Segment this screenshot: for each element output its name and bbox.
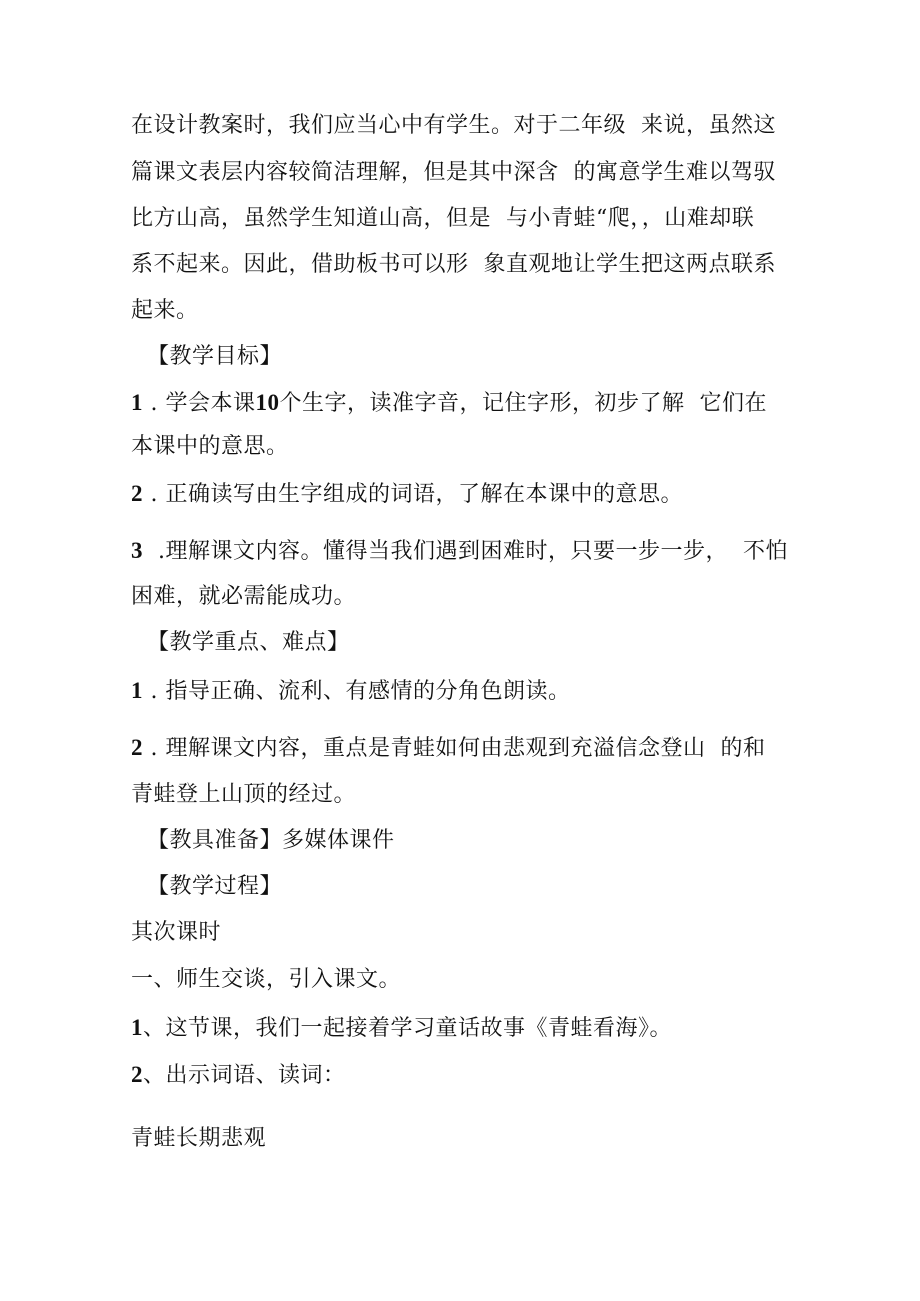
keypoints-heading: 【教学重点、难点】 bbox=[147, 630, 350, 655]
vocabulary-words: 青蛙长期悲观 bbox=[131, 1126, 267, 1151]
intro-line-3: 比方山高，虽然学生知道山高，但是 与小青蛙“爬，，山难却联 bbox=[131, 206, 755, 231]
step-1-sub-1-text: 、这节课，我们一起接着学习童话故事《青蛙看海》。 bbox=[143, 1016, 673, 1041]
keypoint-item-2 bbox=[131, 734, 765, 763]
keypoint-item-2-text: . 理解课文内容，重点是青蛙如何由悲观到充溢信念登山 的和 bbox=[143, 736, 766, 761]
goal-item-3-cont: 困难，就必需能成功。 bbox=[131, 584, 357, 609]
goal-item-2 bbox=[131, 480, 683, 509]
intro-line-5: 起来。 bbox=[131, 298, 199, 323]
goal-item-3-number: 3 bbox=[131, 538, 143, 563]
goal-item-3-text: .理解课文内容。懂得当我们遇到困难时，只要一步一步， 不怕 bbox=[143, 539, 788, 564]
step-1-sub-2-text: 、出示词语、读词： bbox=[143, 1063, 346, 1088]
goal-item-1-cont: 本课中的意思。 bbox=[131, 434, 289, 459]
step-1-heading: 一、师生交谈，引入课文。 bbox=[131, 967, 402, 992]
goal-item-3 bbox=[131, 537, 788, 566]
step-1-sub-2 bbox=[131, 1061, 346, 1090]
goal-item-2-number: 2 bbox=[131, 481, 143, 506]
step-1-sub-1-number: 1 bbox=[131, 1015, 143, 1040]
step-1-sub-1 bbox=[131, 1014, 672, 1043]
keypoint-item-2-cont: 青蛙登上山顶的经过。 bbox=[131, 782, 357, 807]
step-1-sub-2-number: 2 bbox=[131, 1062, 143, 1087]
goal-item-1-count: 10 bbox=[255, 390, 280, 415]
goal-item-1-text-b: 个生字，读准字音，记住字形，初步了解 它们在 bbox=[279, 391, 767, 416]
goals-heading: 【教学目标】 bbox=[147, 344, 283, 369]
keypoint-item-1-text: . 指导正确、流利、有感情的分角色朗读。 bbox=[143, 679, 571, 704]
keypoint-item-1 bbox=[131, 677, 570, 706]
goal-item-1-number: 1 bbox=[131, 390, 143, 415]
process-heading: 【教学过程】 bbox=[147, 874, 283, 899]
goal-item-2-text: . 正确读写由生字组成的词语，了解在本课中的意思。 bbox=[143, 482, 683, 507]
keypoint-item-2-number: 2 bbox=[131, 735, 143, 760]
keypoint-item-1-number: 1 bbox=[131, 678, 143, 703]
intro-line-4: 系不起来。因此，借助板书可以形 象直观地让学生把这两点联系 bbox=[131, 252, 776, 277]
intro-line-1: 在设计教案时，我们应当心中有学生。对于二年级 来说，虽然这 bbox=[131, 113, 776, 138]
materials-line: 【教具准备】多媒体课件 bbox=[147, 828, 395, 853]
session-title: 其次课时 bbox=[131, 920, 222, 945]
intro-line-2: 篇课文表层内容较简洁理解，但是其中深含 的寓意学生难以驾驭 bbox=[131, 160, 776, 185]
goal-item-1-text-a: . 学会本课 bbox=[143, 391, 256, 416]
goal-item-1 bbox=[131, 389, 767, 418]
